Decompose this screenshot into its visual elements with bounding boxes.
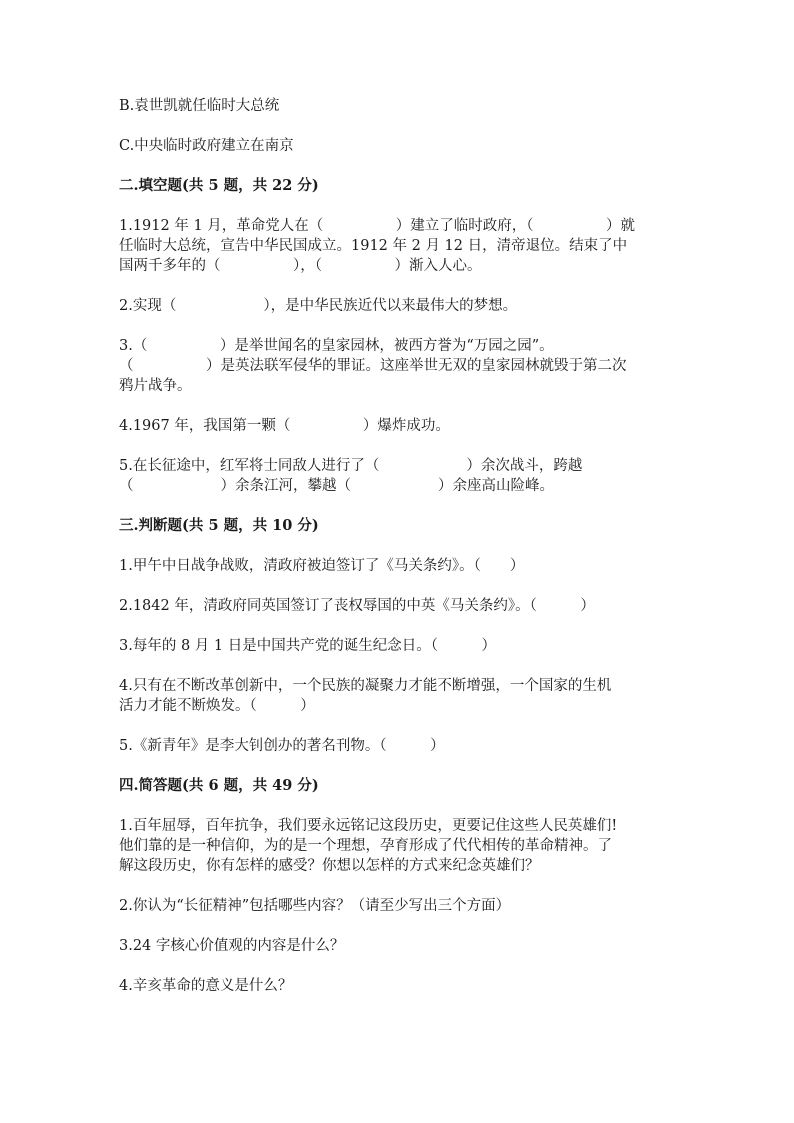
question-line: 3.（ ）是举世闻名的皇家园林，被西方誉为“万园之园”。 — [119, 338, 554, 354]
question-line: 活力才能不断焕发。（ ） — [119, 698, 315, 714]
question-line: 5.在长征途中，红军将士同敌人进行了（ ）余次战斗，跨越 — [119, 458, 583, 474]
question-line: 解这段历史，你有怎样的感受？你想以怎样的方式来纪念英雄们？ — [119, 858, 540, 874]
question-line: 他们靠的是一种信仰，为的是一个理想，孕育形成了代代相传的革命精神。了 — [119, 838, 612, 854]
short-answer-question-3: 3.24 字核心价值观的内容是什么？ — [119, 938, 345, 954]
question-line: 1.百年屈辱，百年抗争，我们要永远铭记这段历史，更要记住这些人民英雄们! — [119, 818, 618, 834]
short-answer-question-4: 4.辛亥革命的意义是什么？ — [119, 978, 293, 994]
section-heading-short-answer: 四.简答题(共 6 题，共 49 分) — [119, 777, 319, 794]
question-line: （ ）余条江河，攀越（ ）余座高山险峰。 — [119, 478, 554, 494]
question-line: 1.1912 年 1 月，革命党人在（ ）建立了临时政府，（ ）就 — [119, 218, 636, 234]
option-c: C.中央临时政府建立在南京 — [119, 138, 294, 154]
true-false-question-5: 5.《新青年》是李大钊创办的著名刊物。（ ） — [119, 738, 445, 754]
true-false-question-3: 3.每年的 8 月 1 日是中国共产党的诞生纪念日。（ ） — [119, 638, 496, 654]
section-heading-fill-blank: 二.填空题(共 5 题，共 22 分) — [119, 177, 319, 194]
question-line: 4.只有在不断改革创新中，一个民族的凝聚力才能不断增强，一个国家的生机 — [119, 678, 612, 694]
short-answer-question-2: 2.你认为“长征精神”包括哪些内容？（请至少写出三个方面） — [119, 898, 511, 914]
section-heading-true-false: 三.判断题(共 5 题，共 10 分) — [119, 517, 319, 534]
question-line: 国两千多年的（ ），（ ）渐入人心。 — [119, 258, 482, 274]
question-line: （ ）是英法联军侵华的罪证。这座举世无双的皇家园林就毁于第二次 — [119, 358, 627, 374]
question-line: 鸦片战争。 — [119, 378, 192, 394]
fill-blank-question-4: 4.1967 年，我国第一颗（ ）爆炸成功。 — [119, 418, 450, 434]
fill-blank-question-2: 2.实现（ ），是中华民族近代以来最伟大的梦想。 — [119, 298, 518, 314]
true-false-question-1: 1.甲午中日战争战败，清政府被迫签订了《马关条约》。（ ） — [119, 558, 525, 574]
true-false-question-2: 2.1842 年，清政府同英国签订了丧权辱国的中英《马关条约》。（ ） — [119, 598, 595, 614]
option-b: B.袁世凯就任临时大总统 — [119, 98, 280, 114]
question-line: 任临时大总统，宣告中华民国成立。1912 年 2 月 12 日，清帝退位。结束了中 — [119, 238, 628, 254]
